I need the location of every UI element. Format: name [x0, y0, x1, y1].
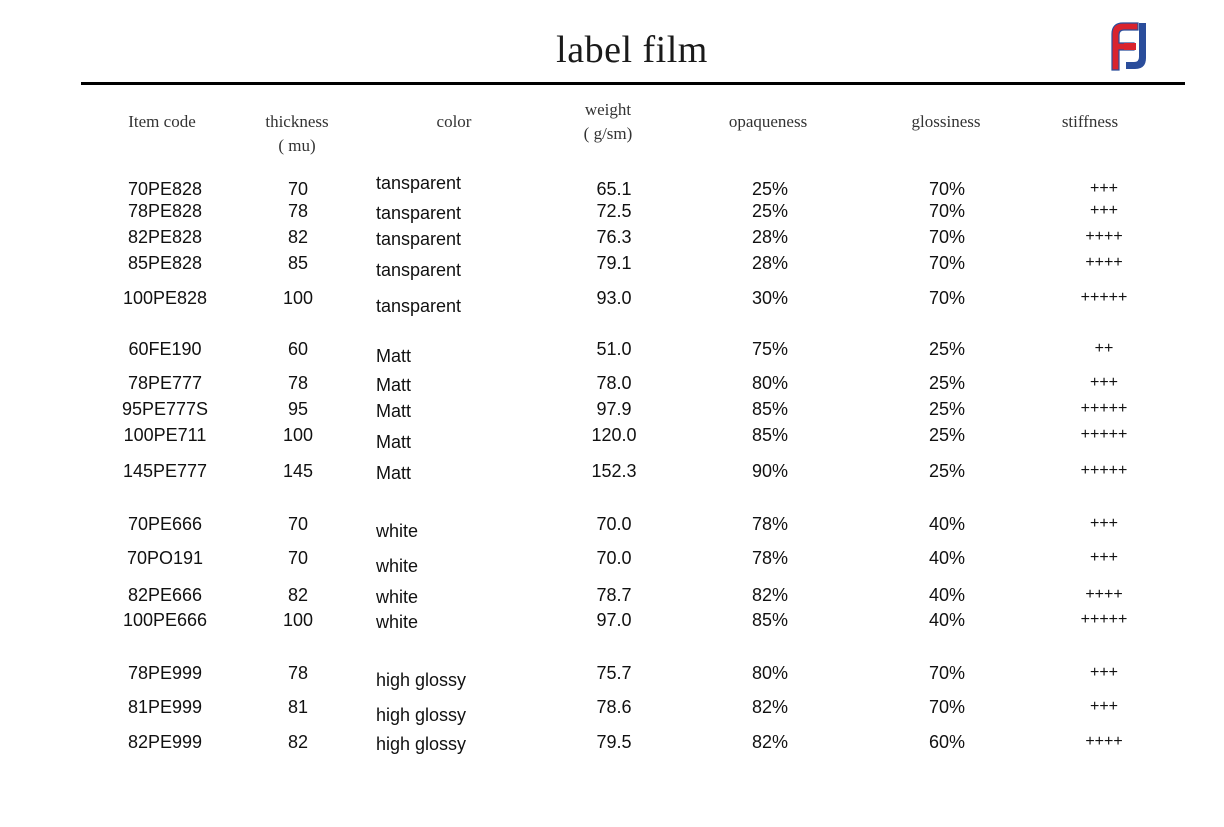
cell-item-code: 70PE666 [127, 514, 203, 534]
cell-color: white [376, 556, 419, 576]
cell-opaqueness: 28% [751, 253, 789, 273]
cell-glossiness: 25% [928, 339, 966, 359]
cell-color: Matt [376, 346, 412, 366]
cell-stiffness: +++++ [1080, 462, 1128, 479]
cell-thickness: 82 [287, 227, 309, 247]
cell-glossiness: 70% [928, 697, 966, 717]
cell-stiffness: ++++ [1085, 254, 1123, 271]
cell-opaqueness: 25% [751, 179, 789, 199]
cell-color: tansparent [376, 173, 462, 193]
cell-item-code: 70PO191 [126, 548, 204, 568]
header-glossiness: glossiness [911, 112, 981, 131]
cell-color: Matt [376, 463, 412, 483]
cell-glossiness: 40% [928, 514, 966, 534]
cell-opaqueness: 80% [751, 373, 789, 393]
cell-weight: 78.0 [596, 373, 632, 393]
cell-thickness: 78 [287, 201, 309, 221]
cell-item-code: 78PE999 [127, 663, 203, 683]
cell-stiffness: +++++ [1080, 426, 1128, 443]
cell-color: tansparent [376, 229, 462, 249]
cell-item-code: 145PE777 [122, 461, 208, 481]
cell-opaqueness: 28% [751, 227, 789, 247]
header-weight-unit: ( g/sm) [583, 124, 633, 143]
header-item-code: Item code [128, 112, 196, 131]
header-thickness [238, 110, 356, 158]
cell-item-code: 100PE666 [122, 610, 208, 630]
cell-weight: 76.3 [596, 227, 632, 247]
cell-stiffness: ++++ [1085, 586, 1123, 603]
cell-stiffness: +++++ [1080, 611, 1128, 628]
cell-item-code: 78PE777 [127, 373, 203, 393]
cell-item-code: 82PE666 [127, 585, 203, 605]
cell-glossiness: 25% [928, 425, 966, 445]
cell-color: tansparent [376, 203, 462, 223]
cell-thickness: 82 [287, 732, 309, 752]
cell-item-code: 95PE777S [121, 399, 209, 419]
cell-opaqueness: 82% [751, 697, 789, 717]
cell-glossiness: 70% [928, 227, 966, 247]
header-divider [81, 82, 1185, 85]
cell-opaqueness: 82% [751, 732, 789, 752]
cell-glossiness: 25% [928, 373, 966, 393]
cell-stiffness: +++ [1089, 664, 1119, 681]
cell-opaqueness: 30% [751, 288, 789, 308]
cell-stiffness: +++ [1089, 374, 1119, 391]
cell-weight: 51.0 [596, 339, 632, 359]
cell-opaqueness: 85% [751, 610, 789, 630]
cell-thickness: 100 [282, 288, 314, 308]
cell-glossiness: 70% [928, 288, 966, 308]
cell-glossiness: 60% [928, 732, 966, 752]
cell-stiffness: ++++ [1085, 733, 1123, 750]
cell-opaqueness: 78% [751, 514, 789, 534]
cell-thickness: 145 [282, 461, 314, 481]
cell-stiffness: +++++ [1080, 400, 1128, 417]
cell-color: Matt [376, 432, 412, 452]
cell-thickness: 82 [287, 585, 309, 605]
page-title: label film [556, 29, 708, 71]
cell-stiffness: ++ [1094, 340, 1114, 357]
cell-item-code: 60FE190 [128, 339, 202, 359]
cell-item-code: 82PE828 [127, 227, 203, 247]
cell-item-code: 81PE999 [127, 697, 203, 717]
cell-glossiness: 70% [928, 253, 966, 273]
cell-stiffness: ++++ [1085, 228, 1123, 245]
cell-weight: 78.6 [596, 697, 632, 717]
cell-color: high glossy [376, 670, 467, 690]
cell-glossiness: 25% [928, 461, 966, 481]
cell-color: white [376, 587, 419, 607]
cell-opaqueness: 85% [751, 399, 789, 419]
cell-weight: 152.3 [591, 461, 637, 481]
cell-thickness: 60 [287, 339, 309, 359]
cell-glossiness: 40% [928, 585, 966, 605]
cell-thickness: 100 [282, 610, 314, 630]
cell-opaqueness: 75% [751, 339, 789, 359]
cell-glossiness: 70% [928, 179, 966, 199]
cell-opaqueness: 82% [751, 585, 789, 605]
cell-opaqueness: 25% [751, 201, 789, 221]
cell-opaqueness: 85% [751, 425, 789, 445]
cell-item-code: 78PE828 [127, 201, 203, 221]
cell-thickness: 81 [287, 697, 309, 717]
cell-weight: 79.1 [596, 253, 632, 273]
cell-item-code: 100PE711 [123, 425, 207, 445]
cell-color: white [376, 521, 419, 541]
cell-thickness: 78 [287, 373, 309, 393]
cell-weight: 93.0 [596, 288, 632, 308]
cell-weight: 120.0 [591, 425, 637, 445]
cell-weight: 72.5 [596, 201, 632, 221]
cell-stiffness: +++ [1089, 180, 1119, 197]
cell-item-code: 100PE828 [122, 288, 208, 308]
cell-thickness: 100 [282, 425, 314, 445]
cell-thickness: 78 [287, 663, 309, 683]
cell-item-code: 85PE828 [127, 253, 203, 273]
cell-stiffness: +++ [1089, 202, 1119, 219]
header-stiffness: stiffness [1061, 112, 1119, 131]
header-weight [558, 98, 658, 146]
cell-opaqueness: 78% [751, 548, 789, 568]
cell-glossiness: 70% [928, 201, 966, 221]
cell-weight: 65.1 [596, 179, 632, 199]
cell-weight: 70.0 [596, 514, 632, 534]
cell-thickness: 70 [287, 514, 309, 534]
cell-thickness: 70 [287, 548, 309, 568]
cell-item-code: 70PE828 [127, 179, 203, 199]
cell-opaqueness: 90% [751, 461, 789, 481]
cell-glossiness: 70% [928, 663, 966, 683]
cell-thickness: 95 [287, 399, 309, 419]
cell-stiffness: +++ [1089, 698, 1119, 715]
brand-logo [1108, 20, 1156, 72]
header-color: color [436, 112, 472, 131]
cell-weight: 70.0 [596, 548, 632, 568]
cell-weight: 78.7 [596, 585, 632, 605]
cell-thickness: 70 [287, 179, 309, 199]
header-weight-label: weight [584, 100, 632, 119]
cell-stiffness: +++ [1089, 549, 1119, 566]
cell-weight: 97.0 [596, 610, 632, 630]
cell-weight: 97.9 [596, 399, 632, 419]
cell-glossiness: 25% [928, 399, 966, 419]
cell-color: tansparent [376, 260, 462, 280]
cell-weight: 79.5 [596, 732, 632, 752]
cell-opaqueness: 80% [751, 663, 789, 683]
cell-color: high glossy [376, 734, 467, 754]
cell-color: Matt [376, 375, 412, 395]
cell-color: tansparent [376, 296, 462, 316]
cell-stiffness: +++++ [1080, 289, 1128, 306]
cell-thickness: 85 [287, 253, 309, 273]
header-opaqueness: opaqueness [728, 112, 808, 131]
cell-glossiness: 40% [928, 548, 966, 568]
cell-color: high glossy [376, 705, 467, 725]
cell-stiffness: +++ [1089, 515, 1119, 532]
cell-weight: 75.7 [596, 663, 632, 683]
header-thickness-unit: ( mu) [278, 136, 316, 155]
cell-color: white [376, 612, 419, 632]
header-thickness-label: thickness [265, 112, 329, 131]
cell-color: Matt [376, 401, 412, 421]
cell-glossiness: 40% [928, 610, 966, 630]
cell-item-code: 82PE999 [127, 732, 203, 752]
